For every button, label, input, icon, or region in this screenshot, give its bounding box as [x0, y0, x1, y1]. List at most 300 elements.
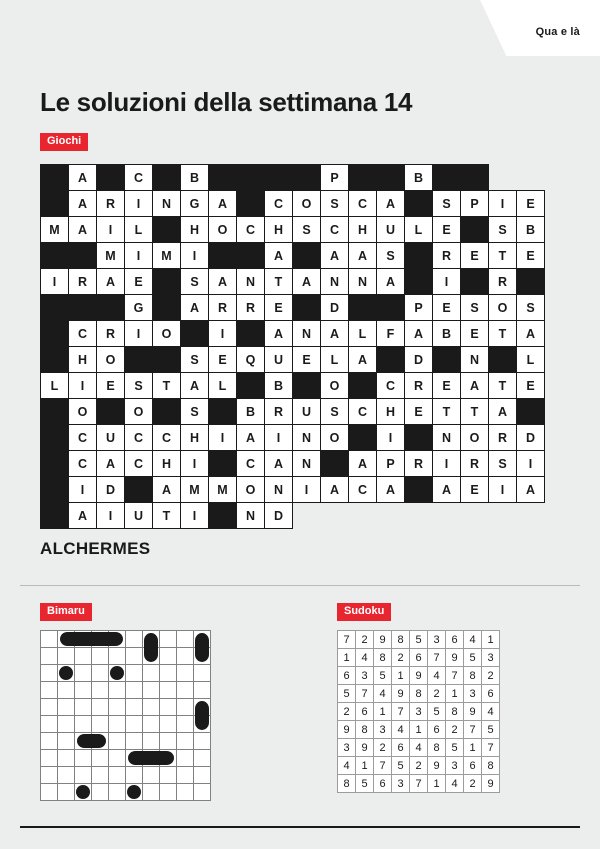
- crossword-cell-letter: C: [377, 373, 405, 399]
- bimaru-row: [41, 784, 211, 801]
- crossword-cell-letter: T: [153, 373, 181, 399]
- crossword-cell-empty: [433, 503, 461, 529]
- crossword-cell-letter: A: [321, 321, 349, 347]
- crossword-cell-letter: I: [69, 477, 97, 503]
- crossword-cell-letter: B: [433, 321, 461, 347]
- crossword-cell-letter: E: [265, 295, 293, 321]
- sudoku-cell: 7: [464, 721, 482, 739]
- crossword-cell-letter: I: [181, 451, 209, 477]
- crossword-row: [41, 217, 545, 243]
- crossword-cell-letter: R: [237, 295, 265, 321]
- bimaru-cell: [58, 767, 75, 784]
- bimaru-cell: [58, 665, 75, 682]
- crossword-cell-letter: A: [517, 477, 545, 503]
- crossword-cell-letter: C: [153, 425, 181, 451]
- crossword-row: [41, 503, 545, 529]
- bimaru-row: [41, 665, 211, 682]
- bimaru-ship-segment: [195, 715, 209, 730]
- bimaru-cell: [109, 767, 126, 784]
- crossword-cell-letter: E: [517, 191, 545, 217]
- crossword-cell-letter: S: [433, 191, 461, 217]
- bimaru-cell: [143, 631, 160, 648]
- crossword-cell-empty: [405, 503, 433, 529]
- crossword-cell-letter: L: [517, 347, 545, 373]
- bimaru-cell: [109, 784, 126, 801]
- sudoku-cell: 3: [428, 631, 446, 649]
- bimaru-cell: [58, 750, 75, 767]
- crossword-row: [41, 191, 545, 217]
- crossword-cell-letter: M: [41, 217, 69, 243]
- sudoku-cell: 9: [374, 631, 392, 649]
- bimaru-row: [41, 631, 211, 648]
- crossword-cell-letter: U: [377, 217, 405, 243]
- sudoku-cell: 8: [374, 649, 392, 667]
- sudoku-row: [338, 631, 500, 649]
- crossword-cell-block: [517, 269, 545, 295]
- sudoku-grid: [337, 630, 500, 793]
- sudoku-row: [338, 721, 500, 739]
- bimaru-cell: [126, 682, 143, 699]
- sudoku-cell: 6: [356, 703, 374, 721]
- bimaru-cell: [194, 767, 211, 784]
- bimaru-cell: [92, 648, 109, 665]
- bimaru-row: [41, 767, 211, 784]
- bimaru-cell: [143, 767, 160, 784]
- bimaru-ship-segment: [77, 734, 92, 748]
- bimaru-ship-segment: [195, 701, 209, 716]
- sudoku-cell: 2: [464, 775, 482, 793]
- bimaru-cell: [160, 699, 177, 716]
- crossword-cell-empty: [489, 165, 517, 191]
- bimaru-ship-segment: [127, 785, 141, 799]
- crossword-cell-empty: [321, 503, 349, 529]
- crossword-cell-letter: D: [321, 295, 349, 321]
- crossword-cell-letter: E: [433, 217, 461, 243]
- crossword-cell-letter: R: [405, 451, 433, 477]
- crossword-cell-letter: I: [209, 425, 237, 451]
- sudoku-row: [338, 703, 500, 721]
- sudoku-cell: 5: [482, 721, 500, 739]
- sudoku-cell: 5: [356, 775, 374, 793]
- bimaru-cell: [58, 699, 75, 716]
- bimaru-cell: [75, 648, 92, 665]
- crossword-cell-letter: N: [293, 321, 321, 347]
- crossword-cell-letter: A: [69, 191, 97, 217]
- crossword-cell-letter: C: [125, 451, 153, 477]
- crossword-cell-letter: I: [209, 321, 237, 347]
- crossword-cell-block: [41, 243, 69, 269]
- crossword-cell-letter: R: [405, 373, 433, 399]
- crossword-row: [41, 399, 545, 425]
- sudoku-cell: 8: [428, 739, 446, 757]
- crossword-row: [41, 373, 545, 399]
- crossword-cell-letter: D: [97, 477, 125, 503]
- crossword-cell-letter: B: [237, 399, 265, 425]
- bimaru-cell: [58, 648, 75, 665]
- crossword-cell-letter: E: [125, 269, 153, 295]
- crossword-cell-letter: H: [349, 217, 377, 243]
- sudoku-cell: 2: [374, 739, 392, 757]
- crossword-cell-block: [125, 477, 153, 503]
- crossword-cell-letter: C: [349, 191, 377, 217]
- crossword-cell-letter: R: [489, 425, 517, 451]
- sudoku-cell: 7: [428, 649, 446, 667]
- sudoku-cell: 6: [392, 739, 410, 757]
- crossword-cell-letter: E: [405, 399, 433, 425]
- crossword-cell-letter: A: [489, 399, 517, 425]
- crossword-cell-letter: P: [321, 165, 349, 191]
- crossword-cell-letter: E: [461, 321, 489, 347]
- bimaru-cell: [143, 648, 160, 665]
- crossword-cell-letter: L: [321, 347, 349, 373]
- bimaru-cell: [126, 665, 143, 682]
- sudoku-cell: 2: [338, 703, 356, 721]
- bimaru-ship-segment: [195, 633, 209, 648]
- crossword-cell-letter: I: [517, 451, 545, 477]
- crossword-cell-block: [265, 165, 293, 191]
- crossword-cell-empty: [461, 503, 489, 529]
- sudoku-cell: 6: [374, 775, 392, 793]
- crossword-cell-letter: S: [489, 217, 517, 243]
- crossword-cell-block: [153, 165, 181, 191]
- bimaru-ship-segment: [159, 751, 174, 765]
- crossword-cell-letter: A: [461, 373, 489, 399]
- crossword-cell-letter: R: [461, 451, 489, 477]
- crossword-cell-letter: O: [209, 217, 237, 243]
- bimaru-cell: [143, 716, 160, 733]
- crossword-cell-letter: S: [377, 243, 405, 269]
- crossword-cell-letter: N: [433, 425, 461, 451]
- crossword-cell-block: [41, 347, 69, 373]
- sudoku-cell: 7: [356, 685, 374, 703]
- bimaru-cell: [75, 784, 92, 801]
- crossword-cell-letter: N: [265, 477, 293, 503]
- crossword-cell-empty: [517, 503, 545, 529]
- crossword-cell-letter: M: [181, 477, 209, 503]
- bimaru-cell: [92, 733, 109, 750]
- crossword-cell-letter: A: [349, 451, 377, 477]
- bimaru-cell: [160, 665, 177, 682]
- crossword-cell-letter: A: [237, 425, 265, 451]
- sudoku-row: [338, 739, 500, 757]
- crossword-cell-letter: B: [517, 217, 545, 243]
- sudoku-cell: 4: [482, 703, 500, 721]
- crossword-cell-letter: U: [125, 503, 153, 529]
- crossword-cell-letter: L: [349, 321, 377, 347]
- crossword-cell-letter: C: [349, 399, 377, 425]
- sudoku-cell: 4: [338, 757, 356, 775]
- sudoku-cell: 6: [338, 667, 356, 685]
- crossword-row: [41, 425, 545, 451]
- sudoku-cell: 7: [338, 631, 356, 649]
- crossword-cell-block: [461, 217, 489, 243]
- crossword-cell-letter: A: [69, 503, 97, 529]
- bimaru-cell: [126, 648, 143, 665]
- bimaru-cell: [126, 631, 143, 648]
- sudoku-cell: 9: [410, 667, 428, 685]
- crossword-cell-block: [517, 399, 545, 425]
- bimaru-cell: [92, 784, 109, 801]
- crossword-cell-letter: C: [69, 451, 97, 477]
- crossword-cell-letter: S: [321, 399, 349, 425]
- crossword-cell-letter: P: [461, 191, 489, 217]
- crossword-cell-block: [377, 347, 405, 373]
- crossword-cell-letter: S: [461, 295, 489, 321]
- crossword-cell-letter: E: [97, 373, 125, 399]
- sudoku-cell: 2: [428, 685, 446, 703]
- bimaru-ship-segment: [91, 632, 109, 646]
- sudoku-cell: 7: [482, 739, 500, 757]
- crossword-cell-letter: S: [517, 295, 545, 321]
- sudoku-cell: 2: [446, 721, 464, 739]
- crossword-cell-letter: O: [461, 425, 489, 451]
- sudoku-row: [338, 757, 500, 775]
- sudoku-cell: 6: [428, 721, 446, 739]
- crossword-cell-letter: E: [517, 243, 545, 269]
- bimaru-cell: [194, 648, 211, 665]
- bimaru-cell: [160, 648, 177, 665]
- crossword-cell-block: [461, 165, 489, 191]
- bottom-rule: [20, 826, 580, 828]
- crossword-cell-letter: A: [181, 295, 209, 321]
- bimaru-cell: [143, 784, 160, 801]
- badge-sudoku: Sudoku: [337, 603, 391, 621]
- sudoku-cell: 2: [356, 631, 374, 649]
- crossword-cell-letter: O: [97, 347, 125, 373]
- crossword-cell-letter: N: [237, 503, 265, 529]
- sudoku-cell: 7: [446, 667, 464, 685]
- bimaru-ship-segment: [108, 632, 123, 646]
- crossword-cell-empty: [517, 165, 545, 191]
- crossword-cell-letter: A: [349, 347, 377, 373]
- sudoku-cell: 4: [464, 631, 482, 649]
- sudoku-cell: 9: [392, 685, 410, 703]
- crossword-cell-letter: S: [293, 217, 321, 243]
- crossword-cell-letter: A: [209, 269, 237, 295]
- section-kicker: Qua e là: [535, 26, 580, 38]
- crossword-cell-letter: O: [293, 191, 321, 217]
- bimaru-ship-segment: [91, 734, 106, 748]
- bimaru-cell: [75, 682, 92, 699]
- sudoku-cell: 1: [338, 649, 356, 667]
- bimaru-cell: [194, 733, 211, 750]
- bimaru-cell: [177, 733, 194, 750]
- crossword-row: [41, 477, 545, 503]
- crossword-cell-letter: E: [433, 373, 461, 399]
- crossword-cell-letter: C: [349, 477, 377, 503]
- crossword-cell-letter: T: [433, 399, 461, 425]
- crossword-cell-letter: Q: [237, 347, 265, 373]
- bimaru-cell: [41, 750, 58, 767]
- bimaru-ship-segment: [110, 666, 124, 680]
- bimaru-cell: [160, 750, 177, 767]
- bimaru-cell: [41, 682, 58, 699]
- crossword-cell-letter: D: [405, 347, 433, 373]
- bimaru-row: [41, 648, 211, 665]
- crossword-row: [41, 321, 545, 347]
- crossword-cell-letter: I: [97, 217, 125, 243]
- crossword-cell-letter: P: [405, 295, 433, 321]
- crossword-cell-letter: M: [153, 243, 181, 269]
- bimaru-cell: [109, 750, 126, 767]
- crossword-cell-letter: A: [181, 373, 209, 399]
- crossword-cell-letter: T: [265, 269, 293, 295]
- bimaru-cell: [75, 767, 92, 784]
- crossword-cell-block: [237, 321, 265, 347]
- sudoku-cell: 3: [446, 757, 464, 775]
- sudoku-cell: 1: [464, 739, 482, 757]
- crossword-cell-block: [97, 165, 125, 191]
- crossword-cell-letter: D: [517, 425, 545, 451]
- crossword-cell-block: [41, 451, 69, 477]
- sudoku-cell: 3: [464, 685, 482, 703]
- crossword-cell-block: [349, 165, 377, 191]
- crossword-cell-letter: A: [377, 269, 405, 295]
- crossword-cell-letter: I: [69, 373, 97, 399]
- crossword-cell-letter: L: [405, 217, 433, 243]
- crossword-cell-block: [377, 165, 405, 191]
- crossword-cell-block: [405, 191, 433, 217]
- crossword-cell-letter: I: [181, 243, 209, 269]
- sudoku-cell: 1: [356, 757, 374, 775]
- sudoku-cell: 9: [428, 757, 446, 775]
- section-divider: [20, 585, 580, 586]
- sudoku-cell: 5: [392, 757, 410, 775]
- crossword-cell-block: [41, 295, 69, 321]
- crossword-cell-block: [349, 295, 377, 321]
- bimaru-cell: [126, 716, 143, 733]
- crossword-cell-letter: N: [349, 269, 377, 295]
- crossword-cell-block: [41, 191, 69, 217]
- crossword-cell-letter: I: [293, 477, 321, 503]
- sudoku-cell: 2: [410, 757, 428, 775]
- crossword-cell-letter: N: [293, 451, 321, 477]
- crossword-cell-block: [293, 165, 321, 191]
- bimaru-row: [41, 733, 211, 750]
- bimaru-cell: [126, 750, 143, 767]
- bimaru-cell: [109, 648, 126, 665]
- sudoku-cell: 4: [392, 721, 410, 739]
- bimaru-cell: [109, 699, 126, 716]
- sudoku-cell: 1: [446, 685, 464, 703]
- sudoku-cell: 9: [464, 703, 482, 721]
- crossword-cell-letter: S: [125, 373, 153, 399]
- crossword-cell-letter: H: [153, 451, 181, 477]
- crossword-cell-letter: H: [377, 399, 405, 425]
- bimaru-cell: [143, 750, 160, 767]
- crossword-cell-block: [209, 165, 237, 191]
- bimaru-cell: [75, 665, 92, 682]
- crossword-cell-letter: A: [321, 243, 349, 269]
- crossword-cell-block: [237, 165, 265, 191]
- crossword-cell-letter: E: [517, 373, 545, 399]
- bimaru-cell: [75, 733, 92, 750]
- crossword-cell-letter: A: [153, 477, 181, 503]
- bimaru-cell: [177, 665, 194, 682]
- bimaru-cell: [92, 716, 109, 733]
- bimaru-ship-segment: [60, 632, 75, 646]
- crossword-cell-block: [489, 347, 517, 373]
- crossword-cell-block: [349, 425, 377, 451]
- crossword-row: [41, 451, 545, 477]
- bimaru-cell: [41, 733, 58, 750]
- crossword-cell-letter: O: [237, 477, 265, 503]
- sudoku-row: [338, 667, 500, 685]
- crossword-cell-letter: A: [405, 321, 433, 347]
- crossword-cell-letter: E: [433, 295, 461, 321]
- bimaru-cell: [126, 699, 143, 716]
- crossword-cell-letter: A: [97, 269, 125, 295]
- sudoku-cell: 1: [428, 775, 446, 793]
- crossword-cell-letter: O: [125, 399, 153, 425]
- crossword-cell-block: [461, 269, 489, 295]
- sudoku-cell: 8: [356, 721, 374, 739]
- crossword-row: [41, 269, 545, 295]
- crossword-cell-letter: I: [377, 425, 405, 451]
- crossword-cell-block: [209, 399, 237, 425]
- bimaru-row: [41, 716, 211, 733]
- sudoku-cell: 3: [392, 775, 410, 793]
- bimaru-cell: [109, 665, 126, 682]
- sudoku-cell: 6: [410, 649, 428, 667]
- crossword-cell-letter: I: [433, 269, 461, 295]
- sudoku-cell: 1: [410, 721, 428, 739]
- crossword-cell-letter: I: [433, 451, 461, 477]
- sudoku-cell: 8: [338, 775, 356, 793]
- crossword-cell-letter: I: [489, 191, 517, 217]
- crossword-cell-letter: E: [461, 243, 489, 269]
- crossword-cell-letter: A: [69, 217, 97, 243]
- bimaru-cell: [143, 665, 160, 682]
- crossword-cell-letter: M: [209, 477, 237, 503]
- crossword-cell-block: [153, 295, 181, 321]
- bimaru-ship-segment: [128, 751, 143, 765]
- bimaru-cell: [41, 631, 58, 648]
- crossword-cell-letter: A: [433, 477, 461, 503]
- bimaru-cell: [177, 750, 194, 767]
- sudoku-cell: 9: [482, 775, 500, 793]
- crossword-cell-letter: A: [349, 243, 377, 269]
- crossword-cell-letter: R: [265, 399, 293, 425]
- crossword-row: [41, 347, 545, 373]
- sudoku-cell: 6: [482, 685, 500, 703]
- bimaru-cell: [160, 682, 177, 699]
- bimaru-cell: [92, 682, 109, 699]
- sudoku-cell: 5: [464, 649, 482, 667]
- crossword-cell-letter: C: [237, 451, 265, 477]
- crossword-cell-letter: H: [265, 217, 293, 243]
- crossword-cell-block: [69, 295, 97, 321]
- crossword-cell-block: [405, 477, 433, 503]
- bimaru-cell: [160, 716, 177, 733]
- sudoku-cell: 3: [410, 703, 428, 721]
- crossword-cell-letter: T: [489, 243, 517, 269]
- bimaru-row: [41, 750, 211, 767]
- crossword-cell-letter: A: [321, 477, 349, 503]
- bimaru-row: [41, 699, 211, 716]
- crossword-cell-block: [237, 243, 265, 269]
- page-title: Le soluzioni della settimana 14: [40, 87, 413, 118]
- crossword-cell-letter: T: [153, 503, 181, 529]
- bimaru-cell: [177, 631, 194, 648]
- bimaru-cell: [194, 699, 211, 716]
- bimaru-cell: [92, 631, 109, 648]
- crossword-cell-block: [97, 295, 125, 321]
- crossword-cell-block: [377, 295, 405, 321]
- crossword-cell-block: [153, 347, 181, 373]
- bimaru-cell: [160, 631, 177, 648]
- crossword-cell-letter: U: [265, 347, 293, 373]
